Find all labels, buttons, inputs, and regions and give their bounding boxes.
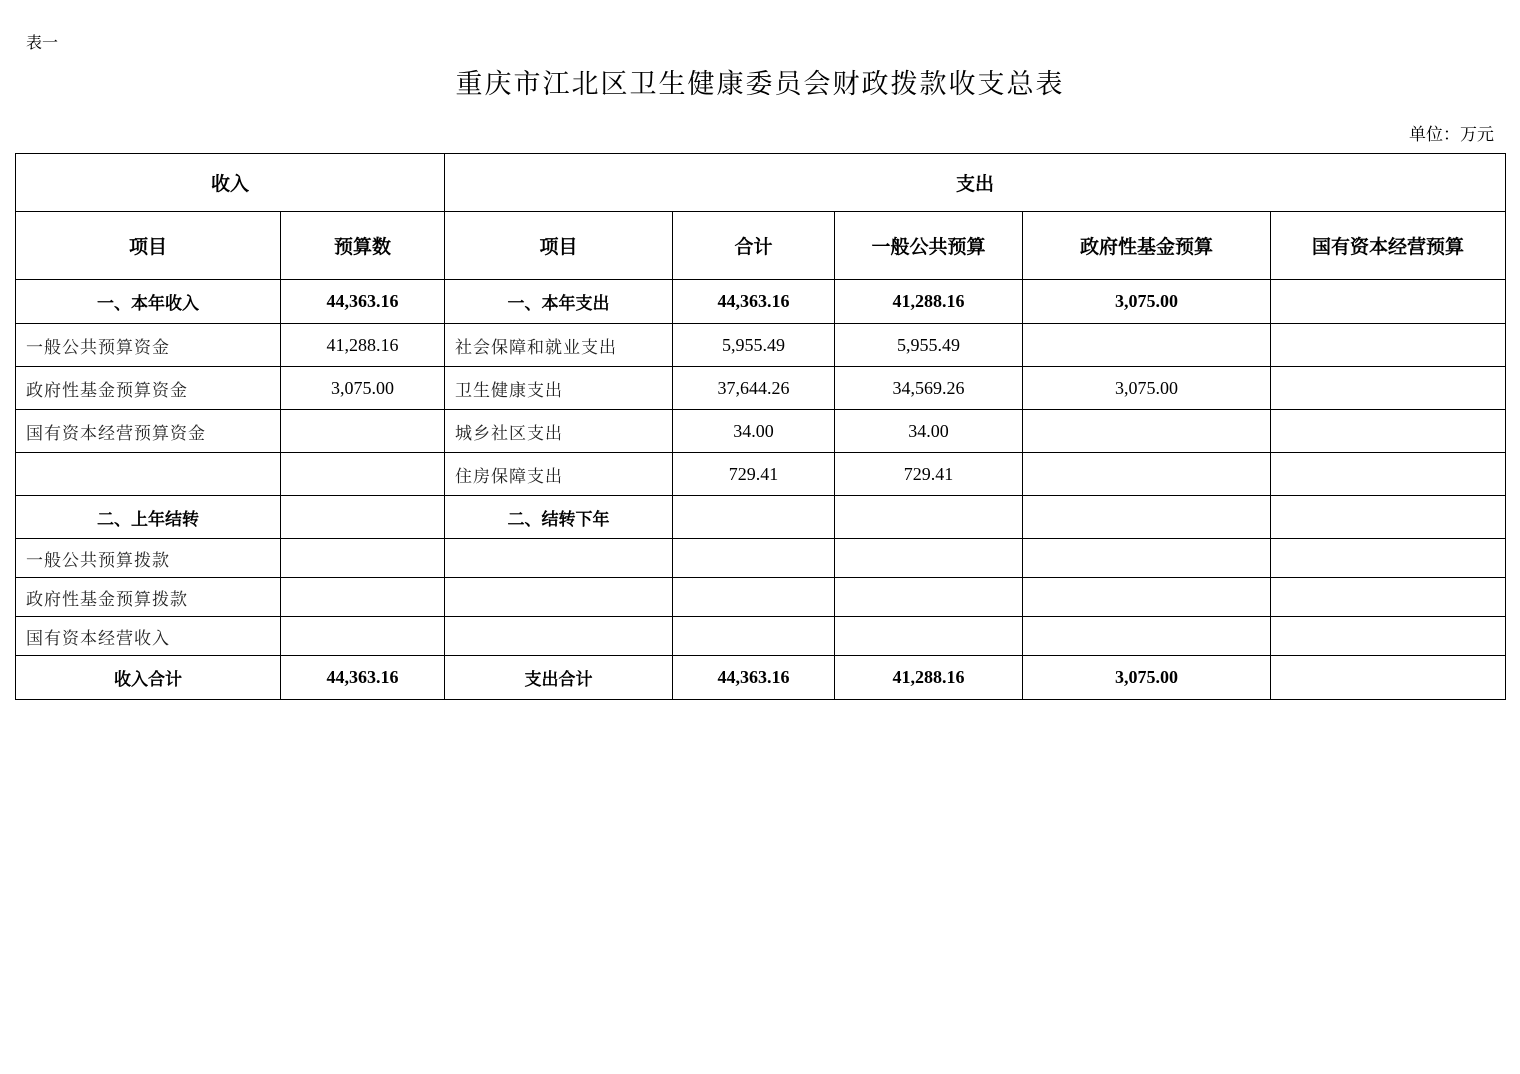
header-total: 合计: [673, 212, 835, 280]
cell-income-budget: 44,363.16: [281, 280, 445, 324]
table-row: [16, 656, 1506, 700]
cell-fund: 3,075.00: [1023, 656, 1271, 700]
cell-total: [673, 496, 835, 539]
cell-income-item: 一、本年收入: [16, 280, 281, 324]
cell-capital: [1271, 617, 1506, 656]
cell-expense-item: 城乡社区支出: [445, 410, 673, 453]
cell-fund: 3,075.00: [1023, 367, 1271, 410]
cell-capital: [1271, 453, 1506, 496]
cell-expense-item: [445, 578, 673, 617]
cell-capital: [1271, 367, 1506, 410]
table-row: [16, 324, 1506, 367]
cell-general: 34.00: [835, 410, 1023, 453]
cell-total: [673, 617, 835, 656]
cell-income-budget: [281, 496, 445, 539]
header-capital-budget: 国有资本经营预算: [1271, 212, 1506, 280]
cell-income-item: [16, 453, 281, 496]
table-row: [16, 539, 1506, 578]
cell-total: 44,363.16: [673, 280, 835, 324]
table-row: [16, 617, 1506, 656]
cell-income-item: 收入合计: [16, 656, 281, 700]
cell-fund: 3,075.00: [1023, 280, 1271, 324]
table-row: [16, 280, 1506, 324]
cell-expense-item: 二、结转下年: [445, 496, 673, 539]
cell-income-budget: [281, 410, 445, 453]
cell-fund: [1023, 410, 1271, 453]
cell-general: [835, 578, 1023, 617]
cell-income-item: 国有资本经营收入: [16, 617, 281, 656]
cell-expense-item: 住房保障支出: [445, 453, 673, 496]
cell-capital: [1271, 578, 1506, 617]
cell-income-item: 二、上年结转: [16, 496, 281, 539]
cell-general: 729.41: [835, 453, 1023, 496]
cell-income-budget: 3,075.00: [281, 367, 445, 410]
cell-general: 34,569.26: [835, 367, 1023, 410]
table-row: [16, 578, 1506, 617]
unit-label: 单位：万元: [1409, 125, 1494, 145]
cell-total: 44,363.16: [673, 656, 835, 700]
table-row: [16, 453, 1506, 496]
cell-income-item: 一般公共预算资金: [16, 324, 281, 367]
cell-fund: [1023, 453, 1271, 496]
cell-capital: [1271, 656, 1506, 700]
header-income-budget: 预算数: [281, 212, 445, 280]
cell-total: 5,955.49: [673, 324, 835, 367]
income-section-header: 收入: [16, 154, 445, 212]
cell-capital: [1271, 539, 1506, 578]
cell-expense-item: 一、本年支出: [445, 280, 673, 324]
cell-general: [835, 539, 1023, 578]
table-label: 表一: [26, 33, 59, 52]
table-row: [16, 367, 1506, 410]
cell-income-budget: [281, 453, 445, 496]
cell-total: [673, 578, 835, 617]
cell-general: [835, 496, 1023, 539]
cell-income-budget: 41,288.16: [281, 324, 445, 367]
cell-general: 41,288.16: [835, 656, 1023, 700]
table-row: [16, 410, 1506, 453]
cell-total: 37,644.26: [673, 367, 835, 410]
cell-total: [673, 539, 835, 578]
cell-expense-item: 卫生健康支出: [445, 367, 673, 410]
cell-general: 41,288.16: [835, 280, 1023, 324]
cell-income-item: 国有资本经营预算资金: [16, 410, 281, 453]
table-row: [16, 496, 1506, 539]
cell-capital: [1271, 280, 1506, 324]
cell-fund: [1023, 539, 1271, 578]
header-expense-item: 项目: [445, 212, 673, 280]
cell-income-item: 政府性基金预算拨款: [16, 578, 281, 617]
cell-income-budget: [281, 617, 445, 656]
cell-expense-item: 社会保障和就业支出: [445, 324, 673, 367]
cell-income-budget: 44,363.16: [281, 656, 445, 700]
cell-fund: [1023, 324, 1271, 367]
cell-expense-item: [445, 617, 673, 656]
column-header-row: [16, 212, 1506, 280]
expense-section-header: 支出: [445, 154, 1506, 212]
cell-capital: [1271, 324, 1506, 367]
header-general-budget: 一般公共预算: [835, 212, 1023, 280]
header-income-item: 项目: [16, 212, 281, 280]
cell-capital: [1271, 496, 1506, 539]
header-fund-budget: 政府性基金预算: [1023, 212, 1271, 280]
page-title: 重庆市江北区卫生健康委员会财政拨款收支总表: [455, 69, 1065, 100]
cell-income-budget: [281, 578, 445, 617]
cell-total: 729.41: [673, 453, 835, 496]
budget-summary-table: [15, 153, 1506, 700]
cell-expense-item: 支出合计: [445, 656, 673, 700]
cell-fund: [1023, 578, 1271, 617]
cell-expense-item: [445, 539, 673, 578]
cell-income-item: 一般公共预算拨款: [16, 539, 281, 578]
cell-general: [835, 617, 1023, 656]
cell-total: 34.00: [673, 410, 835, 453]
cell-income-budget: [281, 539, 445, 578]
cell-income-item: 政府性基金预算资金: [16, 367, 281, 410]
cell-fund: [1023, 617, 1271, 656]
cell-capital: [1271, 410, 1506, 453]
section-header-row: [16, 154, 1506, 212]
cell-general: 5,955.49: [835, 324, 1023, 367]
cell-fund: [1023, 496, 1271, 539]
